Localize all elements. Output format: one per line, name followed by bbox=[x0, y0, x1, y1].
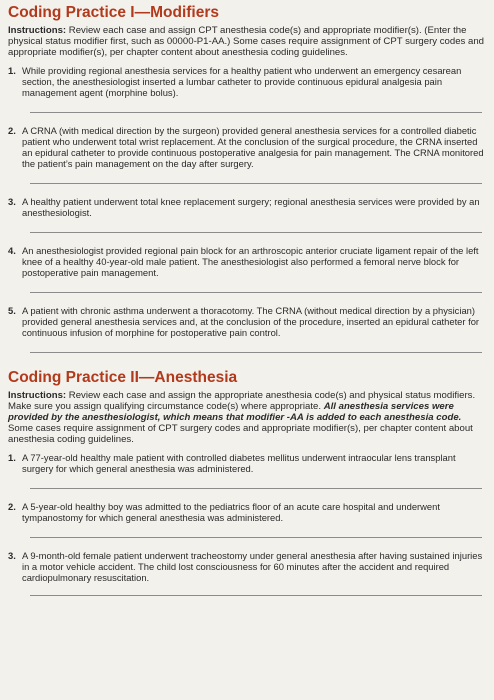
answer-line[interactable] bbox=[30, 352, 482, 353]
item-text: A patient with chronic asthma underwent a thoracotomy. The CRNA (without medical direction by a physician) provided general anesthesia services and, at the conclusion of the procedure, inserted an epidural catheter for continuous infusion of morphine for postoperative pain control. bbox=[22, 304, 480, 338]
section2-instructions-emphasis: All anesthesia services were provided by the anesthesiologist, which means that modifier -AA is added to each anesthesia code. bbox=[8, 400, 462, 424]
item-text: A 77-year-old healthy male patient with controlled diabetes mellitus underwent intraocular lens transplant surgery for which general anesthesia was administered. bbox=[22, 451, 456, 474]
item-number: 2. bbox=[8, 500, 16, 512]
item-text: A healthy patient underwent total knee replacement surgery; regional anesthesia services were provided by an anesthesiologist. bbox=[22, 195, 480, 218]
list-item bbox=[8, 452, 486, 474]
section1-list bbox=[8, 65, 486, 353]
item-number: 4. bbox=[8, 244, 16, 256]
item-number: 1. bbox=[8, 451, 16, 463]
section1-instructions-text: Review each case and assign CPT anesthesia code(s) and appropriate modifier(s). (Enter the physical status modifier first, such as 00000-P1-AA.) Some cases require assignment of CPT surgery codes and appropriate modifier(s), per chapter content about anesthesia coding guidelines. bbox=[8, 25, 484, 59]
section1-title: Coding Practice I—Modifiers bbox=[8, 4, 220, 21]
item-text: An anesthesiologist provided regional pain block for an arthroscopic anterior cruciate ligament repair of the left knee of a healthy 40-year-old male patient. The anesthesiologist also performed a femoral nerve block for postoperative pain management. bbox=[22, 244, 479, 278]
list-item bbox=[8, 196, 486, 218]
list-item bbox=[8, 501, 486, 523]
item-number: 1. bbox=[8, 64, 16, 76]
item-number: 3. bbox=[8, 549, 16, 561]
item-text: A 5-year-old healthy boy was admitted to the pediatrics floor of an acute care hospital and underwent tympanostomy for which general anesthesia was administered. bbox=[22, 500, 440, 523]
item-text: While providing regional anesthesia services for a healthy patient who underwent an emergency cesarean section, the anesthesiologist inserted a lumbar catheter to provide continuous epidural analgesia pain management agent (morphine bolus). bbox=[22, 64, 462, 98]
list-item bbox=[8, 245, 486, 278]
item-text: A 9-month-old female patient underwent tracheostomy under general anesthesia after having sustained injuries in a motor vehicle accident. The child lost consciousness for 60 minutes after the accident and required cardiopulmonary resuscitation. bbox=[22, 549, 483, 583]
answer-line[interactable] bbox=[30, 595, 482, 596]
answer-line[interactable] bbox=[30, 292, 482, 293]
list-item bbox=[8, 125, 486, 169]
section2-instructions-text-b: Some cases require assignment of CPT surgery codes and appropriate modifier(s), per chapter content about anesthesia coding guidelines. bbox=[8, 423, 473, 446]
item-number: 3. bbox=[8, 195, 16, 207]
answer-line[interactable] bbox=[30, 183, 482, 184]
section2-instructions-text-a: Review each case and assign the appropriate anesthesia code(s) and physical status modifiers. Make sure you assign qualifying circumstance code(s) where appropriate. bbox=[8, 389, 476, 412]
section1-instructions bbox=[8, 25, 486, 59]
answer-line[interactable] bbox=[30, 232, 482, 233]
item-text: A CRNA (with medical direction by the surgeon) provided general anesthesia services for a controlled diabetic patient who underwent total wrist replacement. At the conclusion of the surgical procedure, the CRNA inserted an epidural catheter to provide continuous postoperative analgesia for pain management. The CRNA monitored the patient’s pain management on the day after surgery. bbox=[22, 124, 484, 169]
list-item bbox=[8, 550, 486, 583]
item-number: 2. bbox=[8, 124, 16, 136]
answer-line[interactable] bbox=[30, 488, 482, 489]
item-number: 5. bbox=[8, 304, 16, 316]
section1-instructions-label: Instructions: bbox=[8, 25, 67, 36]
section2-list bbox=[8, 452, 486, 596]
answer-line[interactable] bbox=[30, 537, 482, 538]
section2-title: Coding Practice II—Anesthesia bbox=[8, 368, 238, 386]
list-item bbox=[8, 65, 486, 98]
answer-line[interactable] bbox=[30, 112, 482, 113]
section2-instructions-label: Instructions: bbox=[8, 389, 67, 401]
section2-instructions bbox=[8, 390, 486, 446]
list-item bbox=[8, 305, 486, 338]
